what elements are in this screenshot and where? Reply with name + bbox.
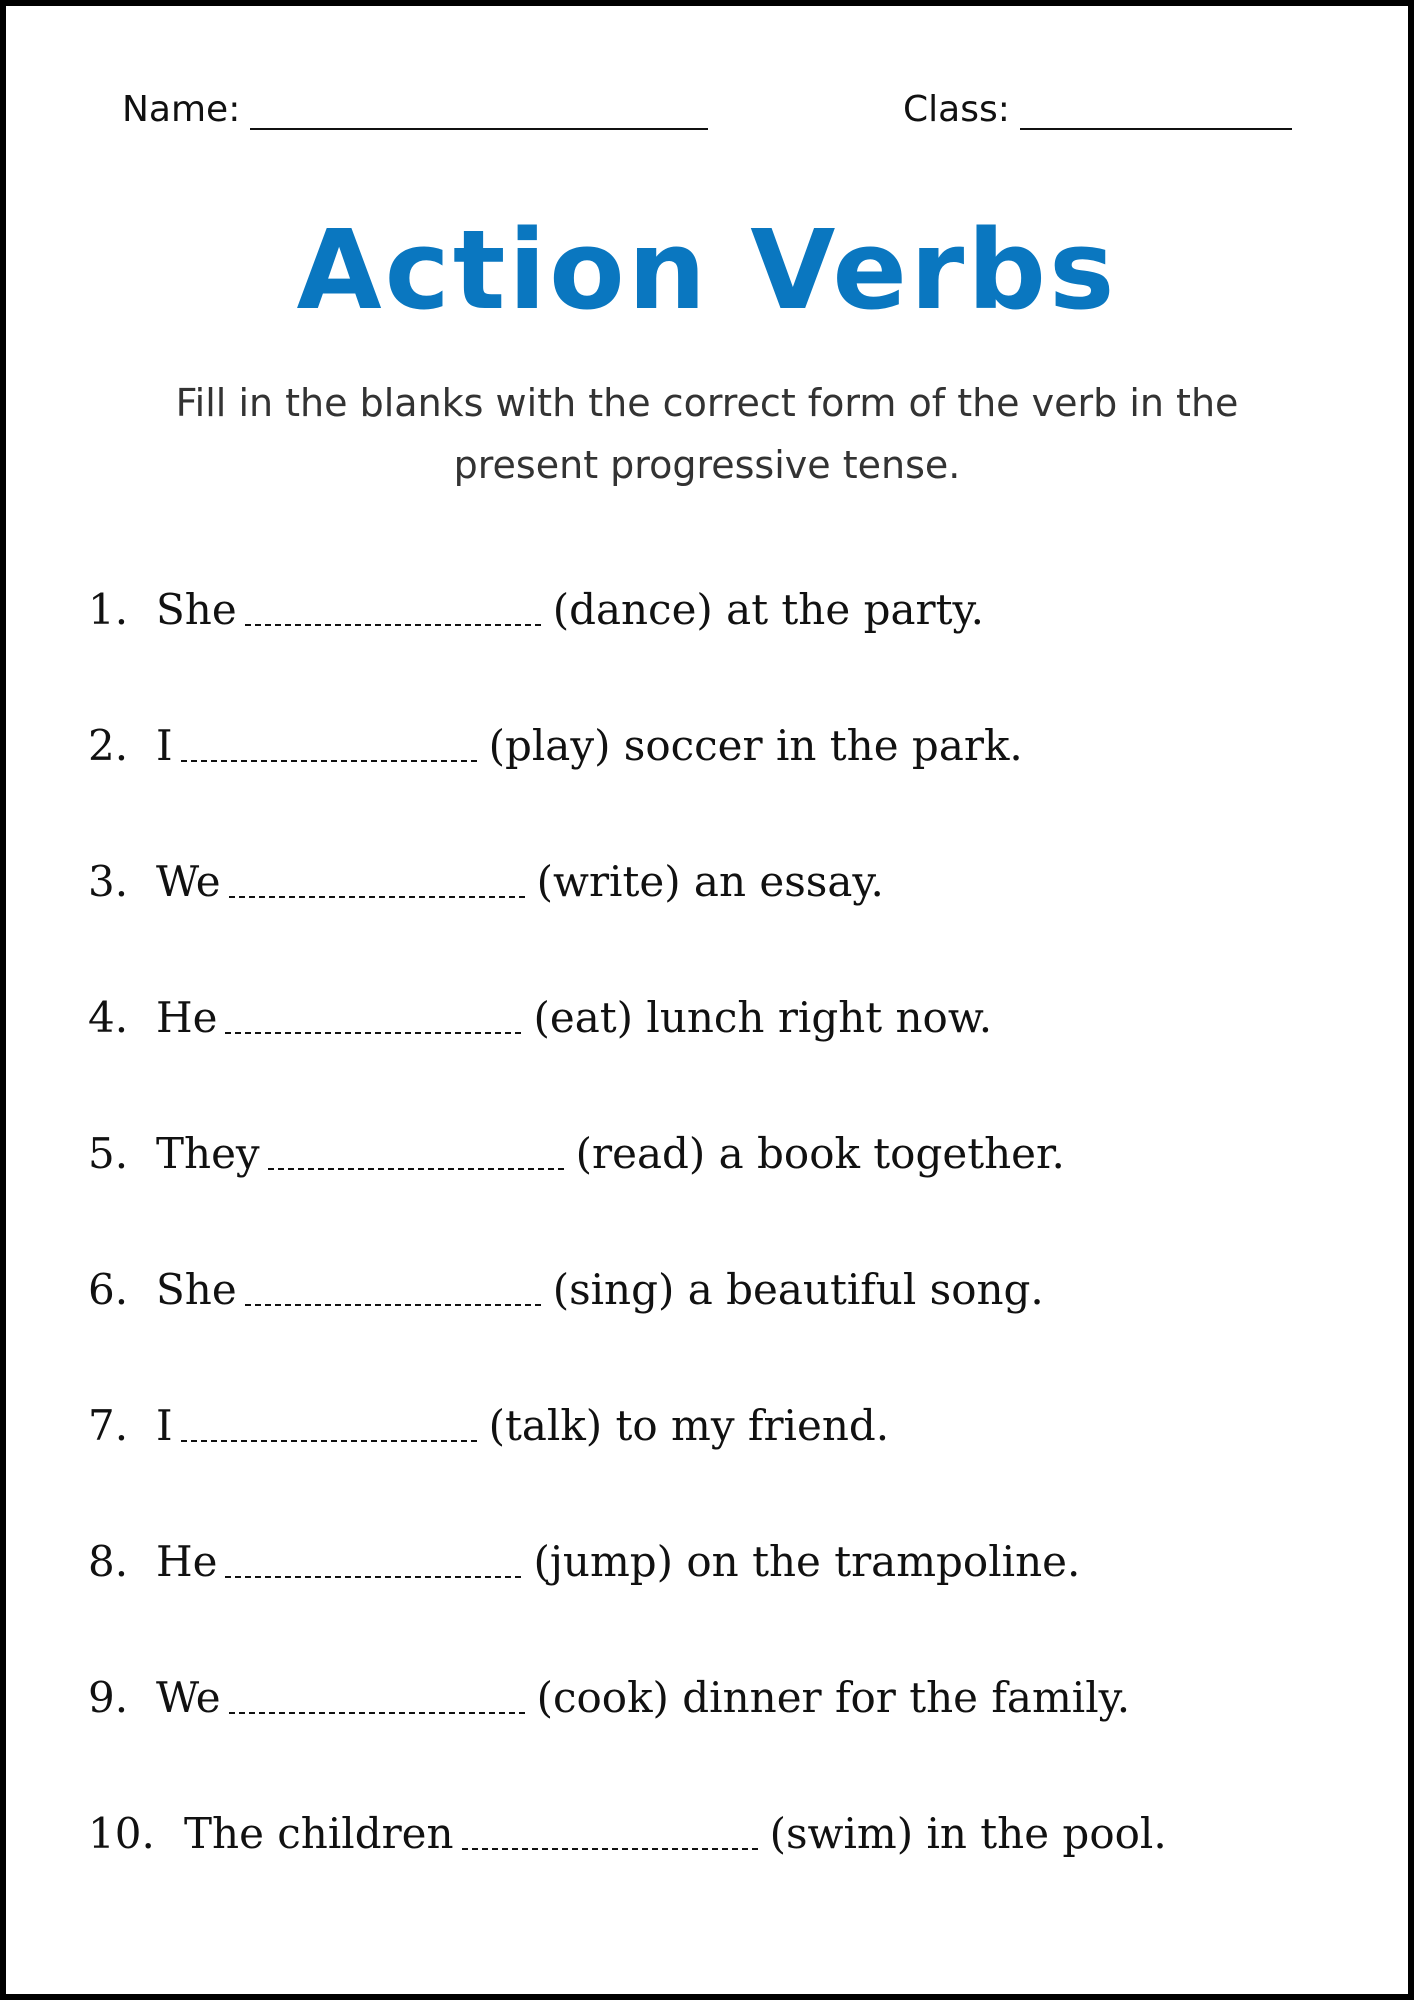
answer-blank[interactable] [229,852,525,898]
answer-blank[interactable] [225,1532,521,1578]
instructions-text: Fill in the blanks with the correct form of the verb in the present progressive tense. [175,381,1239,487]
question-rest: (play) soccer in the park. [488,721,1023,770]
question-subject: I [156,1401,173,1450]
class-label: Class: [903,89,1010,130]
question-item [88,1668,1328,1804]
question-item [88,716,1328,852]
question-item [88,1804,1328,1940]
question-number: 7. [88,1401,129,1450]
question-subject: He [156,993,218,1042]
name-blank-line[interactable] [250,88,708,130]
question-number: 9. [88,1673,129,1722]
answer-blank[interactable] [245,580,541,626]
question-number: 4. [88,993,129,1042]
name-field [122,88,708,130]
question-item [88,1396,1328,1532]
answer-blank[interactable] [181,1396,477,1442]
question-rest: (sing) a beautiful song. [552,1265,1044,1314]
question-item [88,988,1328,1124]
answer-blank[interactable] [462,1804,758,1850]
question-subject: I [156,721,173,770]
worksheet-header [0,88,1414,138]
answer-blank[interactable] [181,716,477,762]
question-number: 3. [88,857,129,906]
question-number: 5. [88,1129,129,1178]
name-label: Name: [122,89,241,130]
question-subject: She [156,1265,237,1314]
class-field [903,88,1292,130]
question-rest: (cook) dinner for the family. [536,1673,1131,1722]
question-subject: We [156,1673,221,1722]
question-number: 2. [88,721,129,770]
question-rest: (write) an essay. [536,857,884,906]
question-subject: We [156,857,221,906]
question-rest: (dance) at the party. [552,585,984,634]
page-title: Action Verbs [296,206,1118,334]
question-number: 1. [88,585,129,634]
question-item [88,580,1328,716]
question-subject: They [156,1129,260,1178]
answer-blank[interactable] [245,1260,541,1306]
class-blank-line[interactable] [1020,88,1292,130]
question-rest: (jump) on the trampoline. [533,1537,1081,1586]
answer-blank[interactable] [268,1124,564,1170]
answer-blank[interactable] [225,988,521,1034]
question-subject: The children [184,1809,454,1858]
answer-blank[interactable] [229,1668,525,1714]
question-item [88,1124,1328,1260]
question-number: 8. [88,1537,129,1586]
question-rest: (read) a book together. [575,1129,1065,1178]
question-item [88,1260,1328,1396]
question-number: 10. [88,1809,155,1858]
question-item [88,852,1328,988]
question-subject: She [156,585,237,634]
question-rest: (swim) in the pool. [769,1809,1167,1858]
question-subject: He [156,1537,218,1586]
question-rest: (talk) to my friend. [488,1401,890,1450]
question-number: 6. [88,1265,129,1314]
question-item [88,1532,1328,1668]
question-rest: (eat) lunch right now. [533,993,993,1042]
question-list [88,580,1328,1940]
